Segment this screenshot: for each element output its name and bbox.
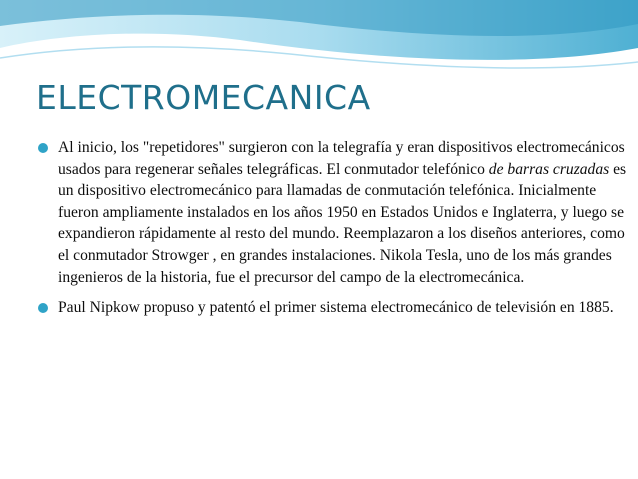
bullet-text-segment: Paul Nipkow propuso y patentó el primer sistema electromecánico de televisión en 1885. [58, 299, 614, 317]
bullet-text [58, 297, 628, 319]
list-item [38, 137, 628, 288]
slide-title: ELECTROMECANICA [36, 78, 371, 117]
bullet-list [38, 137, 628, 328]
bullet-text [58, 137, 628, 288]
bullet-dot-icon [38, 143, 48, 153]
bullet-text-italic: de barras cruzadas [488, 160, 610, 178]
bullet-text-segment: Al inicio, los "repetidores" surgieron con la telegrafía y eran dispositivos electromecánicos usados para regenerar señales telegráficas. El conmutador telefónico [58, 139, 625, 178]
bullet-dot-icon [38, 303, 48, 313]
header-wave-band [0, 0, 638, 75]
list-item [38, 297, 628, 319]
bullet-text-segment: es un dispositivo electromecánico para llamadas de conmutación telefónica. Inicialmente fueron ampliamente instalados en los años 1950 en Estados Unidos e Inglaterra, y luego se expandieron rápidamente al resto del mundo. Reemplazaron a los diseños anteriores, como el conmutador Strowger , en grandes instalaciones. Nikola Tesla, uno de los más grandes ingenieros de la historia, fue el precursor del campo de la electromecánica. [58, 160, 627, 286]
